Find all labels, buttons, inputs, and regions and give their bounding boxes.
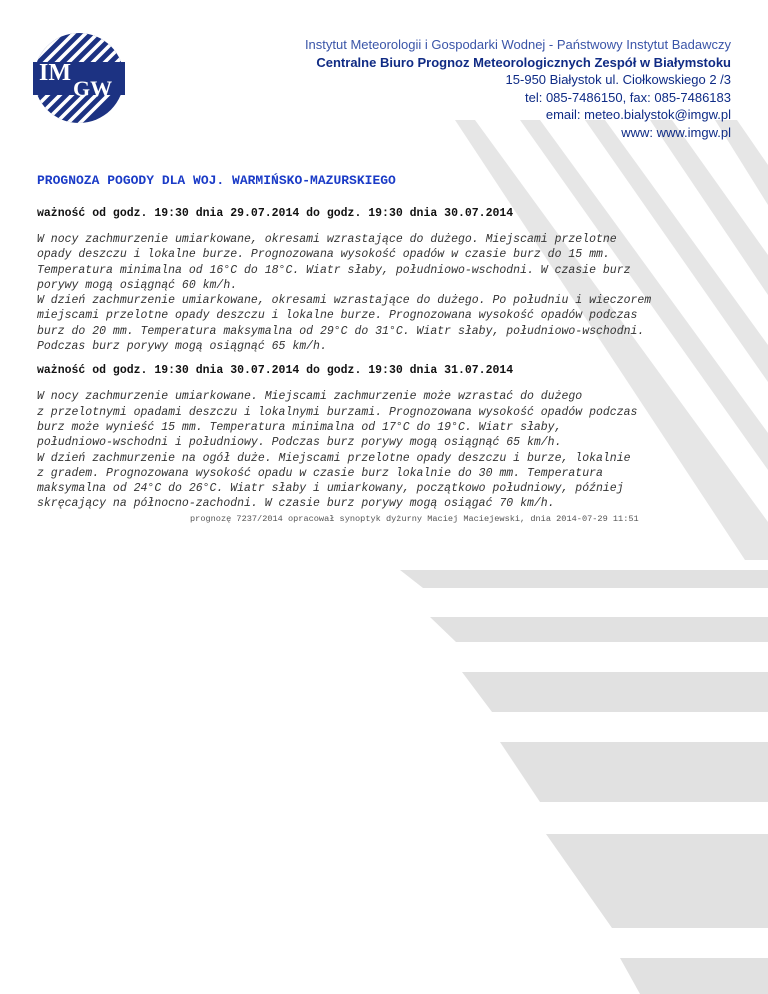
- forecast-text-2: [37, 389, 737, 511]
- forecast-line: z przelotnymi opadami deszczu i lokalnymi burzami. Prognozowana wysokość opadów podczas: [37, 405, 638, 419]
- email[interactable]: email: meteo.bialystok@imgw.pl: [545, 107, 731, 122]
- forecast-author-note: prognozę 7237/2014 opracował synoptyk dyżurny Maciej Maciejewski, dnia 2014-07-29 11:51: [190, 514, 639, 524]
- forecast-line: maksymalna od 24°C do 26°C. Wiatr słaby i umiarkowany, początkowo południowy, później: [37, 482, 624, 496]
- forecast-line: W dzień zachmurzenie umiarkowane, okresami wzrastające do dużego. Po południu i wieczorem: [37, 294, 652, 308]
- forecast-line: W nocy zachmurzenie umiarkowane. Miejscami zachmurzenie może wzrastać do dużego: [37, 390, 583, 404]
- forecast-line: opady deszczu i lokalne burze. Prognozowana wysokość opadów w czasie burz do 15 mm.: [37, 248, 610, 262]
- forecast-line: burz może wynieść 15 mm. Temperatura minimalna od 17°C do 19°C. Wiatr słaby,: [37, 420, 562, 434]
- forecast-line: Temperatura minimalna od 16°C do 18°C. Wiatr słaby, południowo-wschodni. W czasie burz: [37, 263, 631, 277]
- imgw-logo: [33, 32, 125, 124]
- page-title: PROGNOZA POGODY DLA WOJ. WARMIŃSKO-MAZURSKIEGO: [37, 173, 396, 188]
- forecast-line: porywy mogą osiągnąć 60 km/h.: [37, 278, 238, 292]
- forecast-content: [37, 166, 737, 522]
- forecast-line: miejscami przelotne opady deszczu i lokalne burze. Prognozowana wysokość opadów podczas: [37, 309, 638, 323]
- phone-fax: tel: 085-7486150, fax: 085-7486183: [524, 89, 731, 105]
- forecast-line: z gradem. Prognozowana wysokość opadu w czasie burz lokalnie do 30 mm. Temperatura: [37, 466, 603, 480]
- validity-period-2: ważność od godz. 19:30 dnia 30.07.2014 do godz. 19:30 dnia 31.07.2014: [37, 364, 514, 378]
- logo-text-bottom: GW: [73, 76, 113, 101]
- institute-name: Instytut Meteorologii i Gospodarki Wodnej - Państwowy Instytut Badawczy: [304, 37, 731, 52]
- forecast-line: burz do 20 mm. Temperatura maksymalna od 29°C do 31°C. Wiatr słaby, południowo-wschodni.: [37, 324, 645, 338]
- forecast-line: południowo-wschodni i południowy. Podczas burz porywy mogą osiągnąć 65 km/h.: [37, 436, 562, 450]
- logo-text-top: IM: [39, 60, 71, 86]
- forecast-line: skręcający na północno-zachodni. W czasie burz porywy mogą osiągać 70 km/h.: [37, 497, 555, 511]
- forecast-line: Podczas burz porywy mogą osiągnąć 65 km/h.: [37, 340, 327, 354]
- bureau-name: Centralne Biuro Prognoz Meteorologicznych Zespół w Białymstoku: [316, 54, 731, 70]
- forecast-text-1: [37, 232, 737, 354]
- institute-header: [271, 36, 731, 141]
- forecast-line: W dzień zachmurzenie na ogół duże. Miejscami przelotne opady deszczu i burze, lokalnie: [37, 451, 631, 465]
- address: 15-950 Białystok ul. Ciołkowskiego 2 /3: [505, 72, 731, 87]
- forecast-line: W nocy zachmurzenie umiarkowane, okresami wzrastające do dużego. Miejscami przelotne: [37, 233, 617, 246]
- validity-period-1: ważność od godz. 19:30 dnia 29.07.2014 do godz. 19:30 dnia 30.07.2014: [37, 207, 514, 220]
- website[interactable]: www: www.imgw.pl: [621, 124, 731, 140]
